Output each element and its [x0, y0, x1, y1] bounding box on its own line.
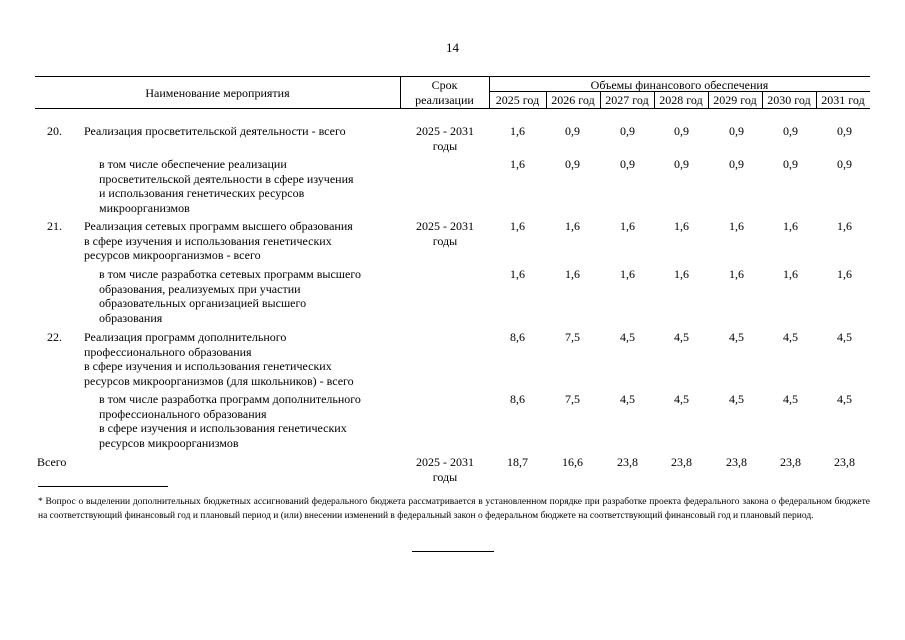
value-cell: 1,6 [783, 267, 798, 281]
page-number: 14 [446, 40, 459, 55]
value-cell: 4,5 [620, 392, 635, 406]
value-cell: 0,9 [620, 157, 635, 171]
header-year: 2029 год [713, 93, 757, 107]
value-cell: 23,8 [780, 455, 801, 469]
row-name-line: в том числе разработка сетевых программ высшего [99, 267, 361, 281]
value-cell: 1,6 [674, 219, 689, 233]
header-year: 2025 год [495, 93, 540, 107]
value-cell: 0,9 [674, 157, 689, 171]
row-term-line: 2025 - 2031 [416, 455, 474, 469]
header-year: 2031 год [821, 93, 865, 107]
row-name-line: ресурсов микроорганизмов [99, 436, 239, 451]
value-cell: 0,9 [565, 157, 580, 171]
row-name-line: в сфере изучения и использования генетических [84, 233, 332, 248]
value-cell: 1,6 [565, 267, 580, 281]
value-cell: 0,9 [783, 157, 798, 171]
value-cell: 23,8 [617, 455, 638, 469]
header-volumes: Объемы финансового обеспечения [590, 78, 769, 92]
header-year: 2030 год [767, 93, 811, 107]
row-term-line: годы [432, 234, 458, 248]
row-name-line: микроорганизмов [99, 201, 190, 216]
row-name-line: в сфере изучения и использования генетических [84, 359, 332, 374]
table-top-rule [35, 76, 870, 77]
row-name-line: Реализация просветительской деятельности - всего [84, 124, 346, 138]
value-cell: 1,6 [783, 219, 798, 233]
header-name: Наименование мероприятия [145, 86, 290, 100]
value-cell: 0,9 [620, 124, 635, 138]
row-name-line: ресурсов микроорганизмов (для школьников) - всего [84, 374, 354, 389]
row-name-line: Реализация сетевых программ высшего образования [84, 219, 353, 233]
row-name-line: в том числе обеспечение реализации [99, 157, 287, 171]
header-year: 2026 год [551, 93, 595, 107]
row-name-line: просветительской деятельности в сфере изучения [99, 171, 354, 186]
row-term-line: 2025 - 2031 [416, 124, 474, 138]
row-name-line: профессионального образования [99, 406, 267, 421]
value-cell: 0,9 [729, 157, 744, 171]
value-cell: 0,9 [837, 157, 852, 171]
row-term-line: 2025 - 2031 [416, 219, 474, 233]
value-cell: 4,5 [674, 392, 689, 406]
row-number: 21. [47, 219, 62, 233]
value-cell: 4,5 [837, 330, 852, 344]
footnote-separator [38, 486, 168, 487]
row-name-line: ресурсов микроорганизмов - всего [84, 248, 261, 263]
value-cell: 1,6 [620, 267, 635, 281]
value-cell: 4,5 [783, 330, 798, 344]
value-cell: 1,6 [510, 157, 525, 171]
value-cell: 1,6 [510, 124, 525, 138]
header-term-line1: Срок [431, 78, 458, 92]
row-name-line: в сфере изучения и использования генетических [99, 421, 347, 436]
value-cell: 0,9 [674, 124, 689, 138]
header-year: 2027 год [605, 93, 649, 107]
value-cell: 8,6 [510, 392, 525, 406]
value-cell: 8,6 [510, 330, 525, 344]
value-cell: 1,6 [837, 219, 852, 233]
row-name-line: образовательных организацией высшего [99, 296, 307, 311]
row-name-line: образования [99, 311, 163, 326]
value-cell: 1,6 [510, 219, 525, 233]
value-cell: 18,7 [507, 455, 528, 469]
row-name-line: Реализация программ дополнительного [84, 330, 287, 344]
value-cell: 1,6 [837, 267, 852, 281]
value-cell: 4,5 [729, 392, 744, 406]
total-label: Всего [37, 455, 67, 469]
value-cell: 23,8 [834, 455, 855, 469]
value-cell: 4,5 [729, 330, 744, 344]
row-term-line: годы [432, 139, 458, 153]
value-cell: 1,6 [620, 219, 635, 233]
value-cell: 0,9 [729, 124, 744, 138]
value-cell: 4,5 [837, 392, 852, 406]
value-cell: 1,6 [565, 219, 580, 233]
row-name-line: и использования генетических ресурсов [99, 186, 305, 201]
row-term-line: годы [432, 470, 458, 484]
row-number: 22. [47, 330, 62, 344]
value-cell: 0,9 [837, 124, 852, 138]
footnote: * Вопрос о выделении дополнительных бюджетных ассигнований федерального бюджета рассматривается в установленном порядке при разработке проекта федерального закона о федеральном бюджете на соответствующий финансовый год и плановый период и (или) внесении изменений в федеральный закон о федеральном бюджете на соответствующий финансовый год и плановый период. [38, 497, 870, 521]
value-cell: 1,6 [674, 267, 689, 281]
value-cell: 23,8 [726, 455, 747, 469]
value-cell: 1,6 [729, 219, 744, 233]
value-cell: 4,5 [783, 392, 798, 406]
row-name-line: в том числе разработка программ дополнительного [99, 392, 361, 406]
header-term-line2: реализации [415, 93, 474, 107]
value-cell: 7,5 [565, 330, 580, 344]
value-cell: 16,6 [562, 455, 583, 469]
value-cell: 0,9 [565, 124, 580, 138]
value-cell: 1,6 [729, 267, 744, 281]
row-name-line: образования, реализуемых при участии [99, 281, 301, 296]
end-of-page-rule [412, 551, 494, 552]
value-cell: 4,5 [620, 330, 635, 344]
row-number: 20. [47, 124, 62, 138]
value-cell: 0,9 [783, 124, 798, 138]
value-cell: 7,5 [565, 392, 580, 406]
value-cell: 23,8 [671, 455, 692, 469]
table-header-bottom-rule [35, 108, 870, 109]
row-name-line: профессионального образования [84, 344, 252, 359]
value-cell: 4,5 [674, 330, 689, 344]
header-year: 2028 год [659, 93, 703, 107]
value-cell: 1,6 [510, 267, 525, 281]
